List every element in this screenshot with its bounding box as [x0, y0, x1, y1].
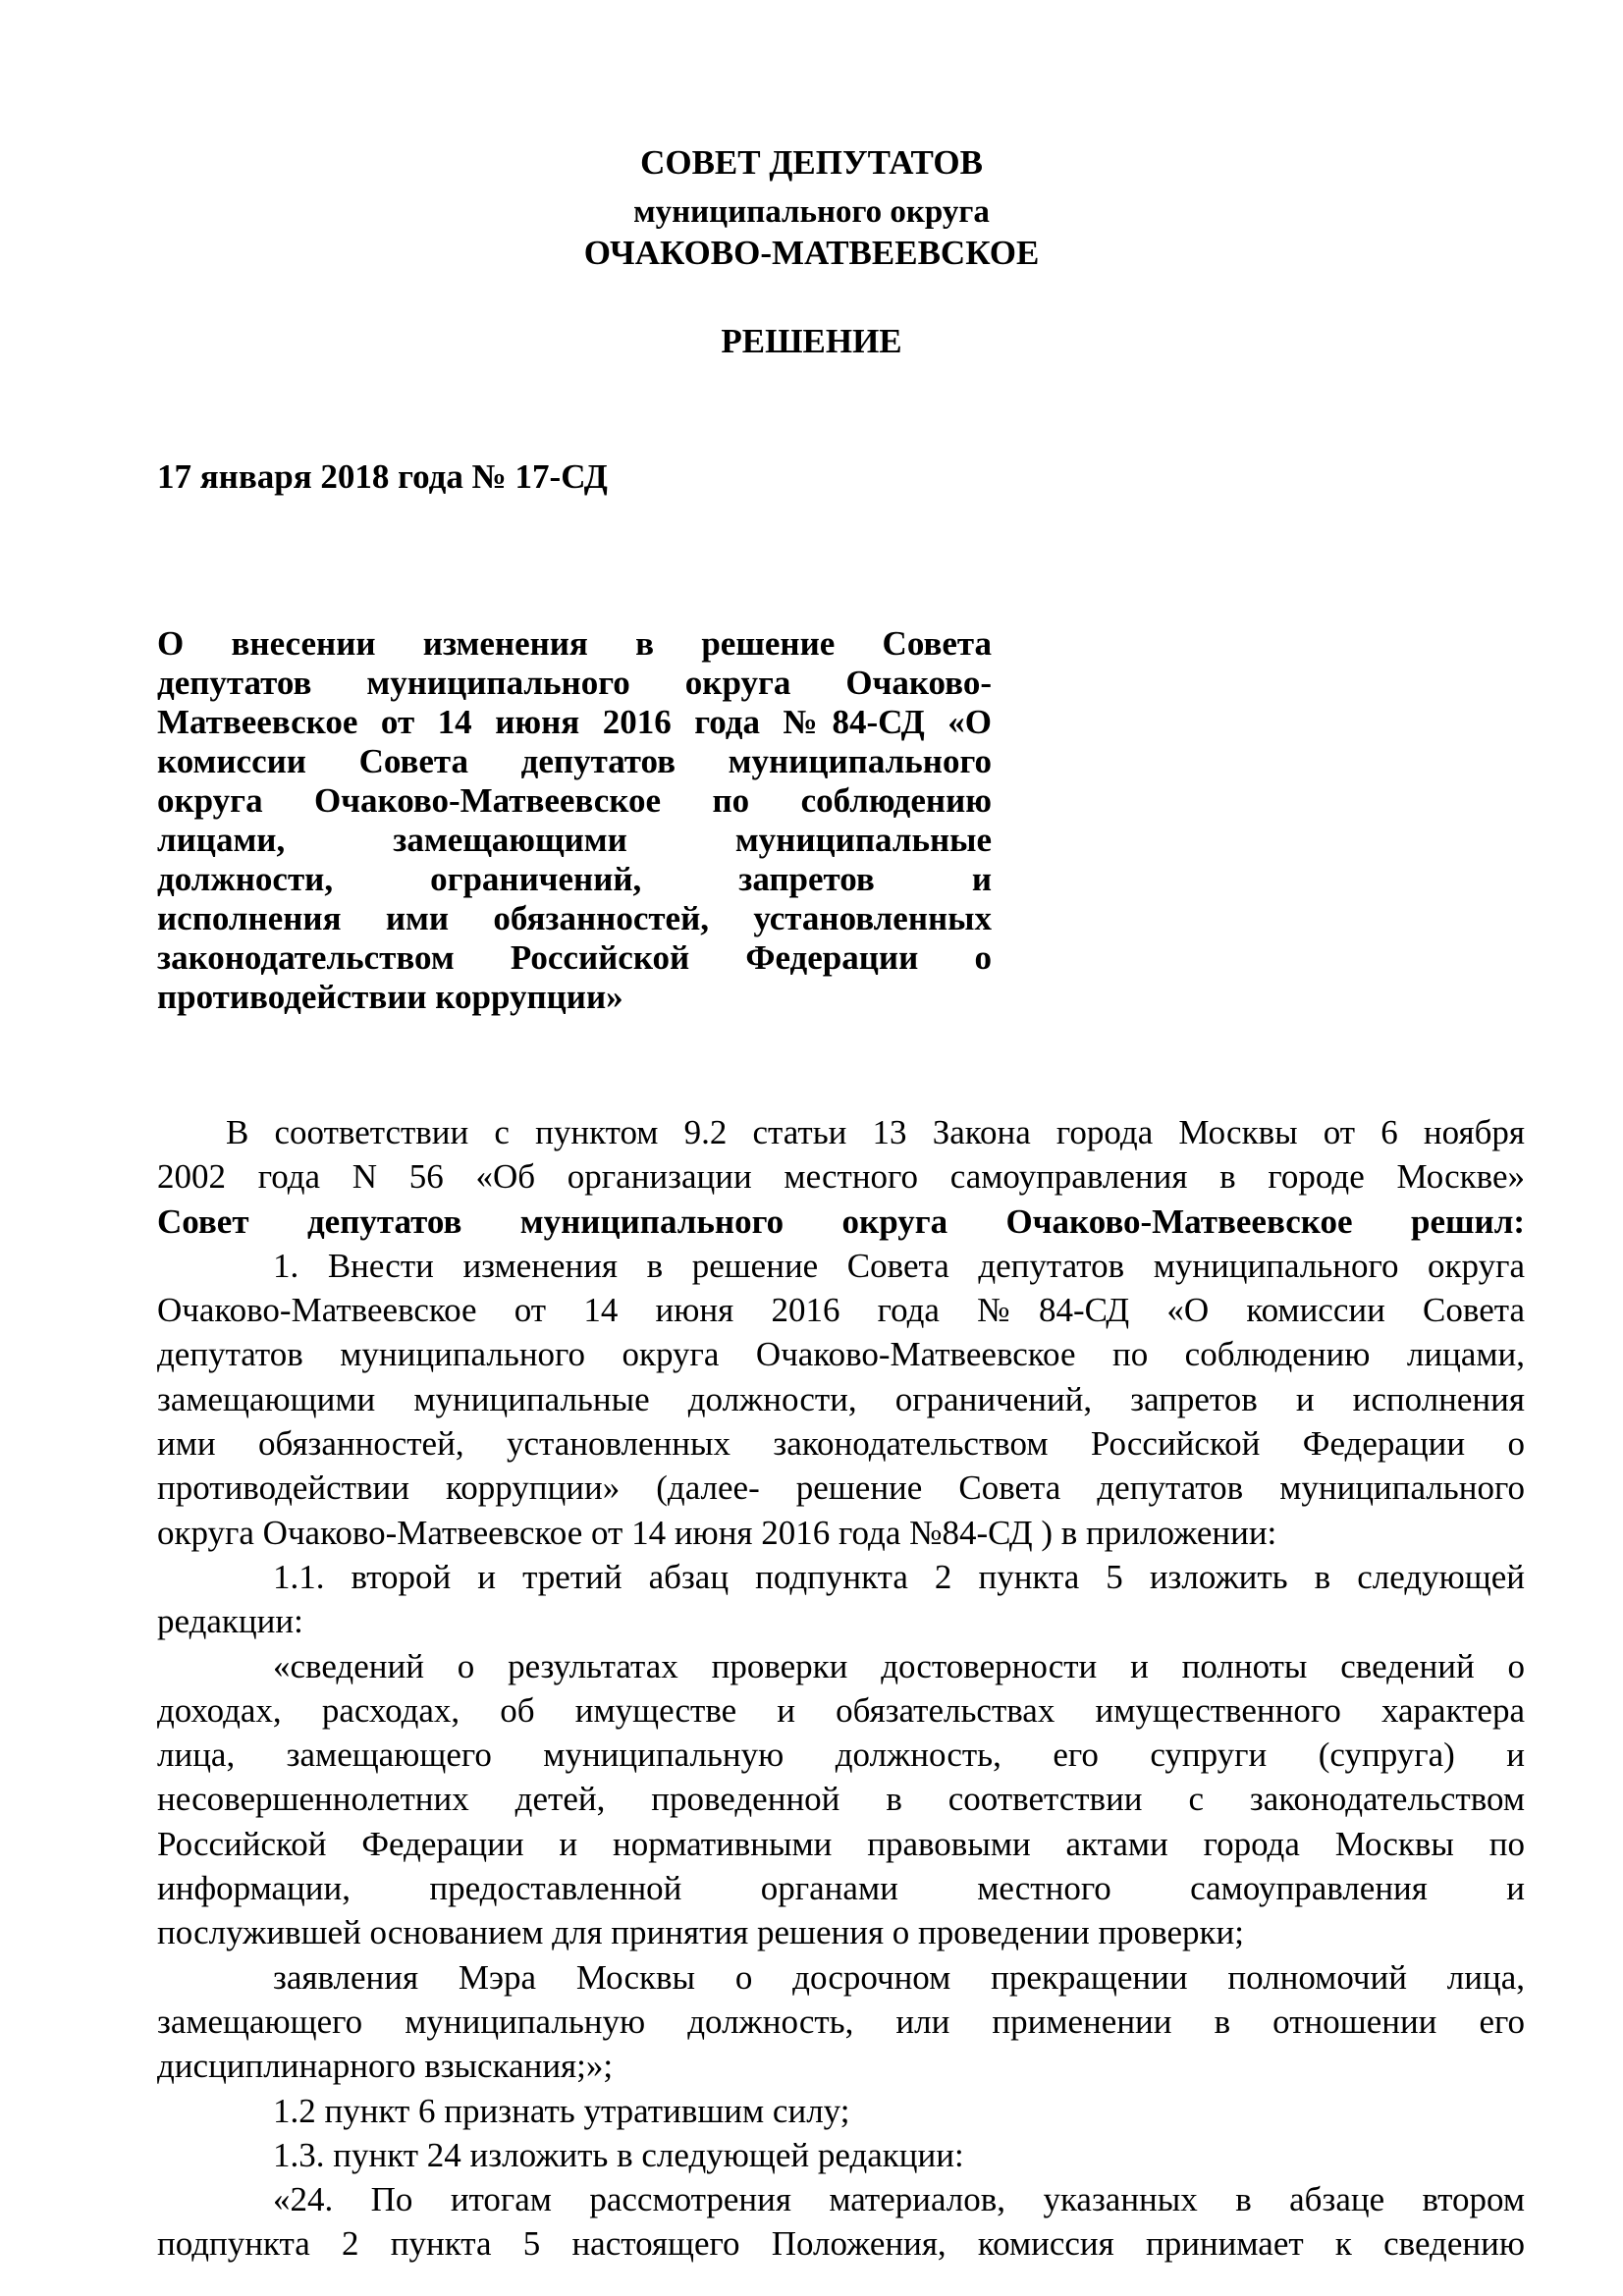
- subject-line: исполнения ими обязанностей, установленных: [157, 899, 992, 937]
- subject-line: округа Очаково-Матвеевское по соблюдению: [157, 781, 992, 820]
- district-heading: ОЧАКОВО-МАТВЕЕВСКОЕ: [583, 234, 1040, 272]
- municipal-subheading: муниципального округа: [633, 194, 990, 230]
- body-line: 1.1. второй и третий абзац подпункта 2 пункта 5 изложить в следующей: [273, 1557, 1525, 1596]
- body-line: «сведений о результатах проверки достоверности и полноты сведений о: [273, 1646, 1525, 1685]
- resolution-statement: Совет депутатов муниципального округа Очаково-Матвеевское решил:: [157, 1201, 1525, 1241]
- decision-heading: РЕШЕНИЕ: [721, 322, 902, 360]
- body-line: дисциплинарного взыскания;»;: [157, 2047, 614, 2086]
- body-line: информации, предоставленной органами местного самоуправления и: [157, 1869, 1525, 1908]
- body-line: Очаково-Матвеевское от 14 июня 2016 года №84-СД «О комиссии Совета: [157, 1291, 1525, 1330]
- subject-line: Матвеевское от 14 июня 2016 года №84-СД «О: [157, 703, 992, 741]
- body-line: замещающего муниципальную должность, или применении в отношении его: [157, 2002, 1525, 2041]
- decision-date-number: 17 января 2018 года № 17-СД: [157, 457, 608, 496]
- body-line: В соответствии с пунктом 9.2 статьи 13 Закона города Москвы от 6 ноября: [226, 1113, 1525, 1151]
- subject-line: депутатов муниципального округа Очаково-: [157, 664, 992, 702]
- body-line: замещающими муниципальные должности, ограничений, запретов и исполнения: [157, 1379, 1525, 1418]
- subject-line: должности, ограничений, запретов и: [157, 860, 992, 898]
- body-line: несовершеннолетних детей, проведенной в соответствии с законодательством: [157, 1780, 1525, 1819]
- body-line: ими обязанностей, установленных законодательством Российской Федерации о: [157, 1424, 1525, 1464]
- body-line: Российской Федерации и нормативными правовыми актами города Москвы по: [157, 1824, 1525, 1863]
- body-line: «24. По итогам рассмотрения материалов, указанных в абзаце втором: [273, 2180, 1525, 2219]
- body-line: 1. Внести изменения в решение Совета депутатов муниципального округа: [273, 1246, 1525, 1285]
- body-line: депутатов муниципального округа Очаково-Матвеевское по соблюдению лицами,: [157, 1335, 1525, 1374]
- decision-body: [157, 1110, 1525, 2267]
- body-line: 1.3. пункт 24 изложить в следующей редакции:: [273, 2135, 964, 2174]
- subject-line: противодействии коррупции»: [157, 978, 623, 1016]
- council-heading: СОВЕТ ДЕПУТАТОВ: [640, 143, 983, 182]
- body-line: доходах, расходах, об имуществе и обязательствах имущественного характера: [157, 1690, 1525, 1730]
- body-line: заявления Мэра Москвы о досрочном прекращении полномочий лица,: [273, 1957, 1525, 1997]
- body-line: послужившей основанием для принятия решения о проведении проверки;: [157, 1913, 1244, 1952]
- body-line: округа Очаково-Матвеевское от 14 июня 2016 года №84-СД ) в приложении:: [157, 1513, 1277, 1552]
- subject-line: О внесении изменения в решение Совета: [157, 624, 992, 663]
- body-line: подпункта 2 пункта 5 настоящего Положения, комиссия принимает к сведению: [157, 2224, 1525, 2264]
- body-line: 2002 года N 56 «Об организации местного самоуправления в городе Москве»: [157, 1157, 1525, 1197]
- body-line: редакции:: [157, 1602, 303, 1641]
- subject-line: законодательством Российской Федерации о: [157, 938, 992, 977]
- subject-line: комиссии Совета депутатов муниципального: [157, 742, 992, 780]
- subject-line: лицами, замещающими муниципальные: [157, 821, 992, 859]
- body-line: лица, замещающего муниципальную должность, его супруги (супруга) и: [157, 1735, 1525, 1775]
- body-line: 1.2 пункт 6 признать утратившим силу;: [273, 2091, 850, 2130]
- body-line: противодействии коррупции» (далее- решение Совета депутатов муниципального: [157, 1468, 1525, 1508]
- decision-subject: [157, 624, 992, 1017]
